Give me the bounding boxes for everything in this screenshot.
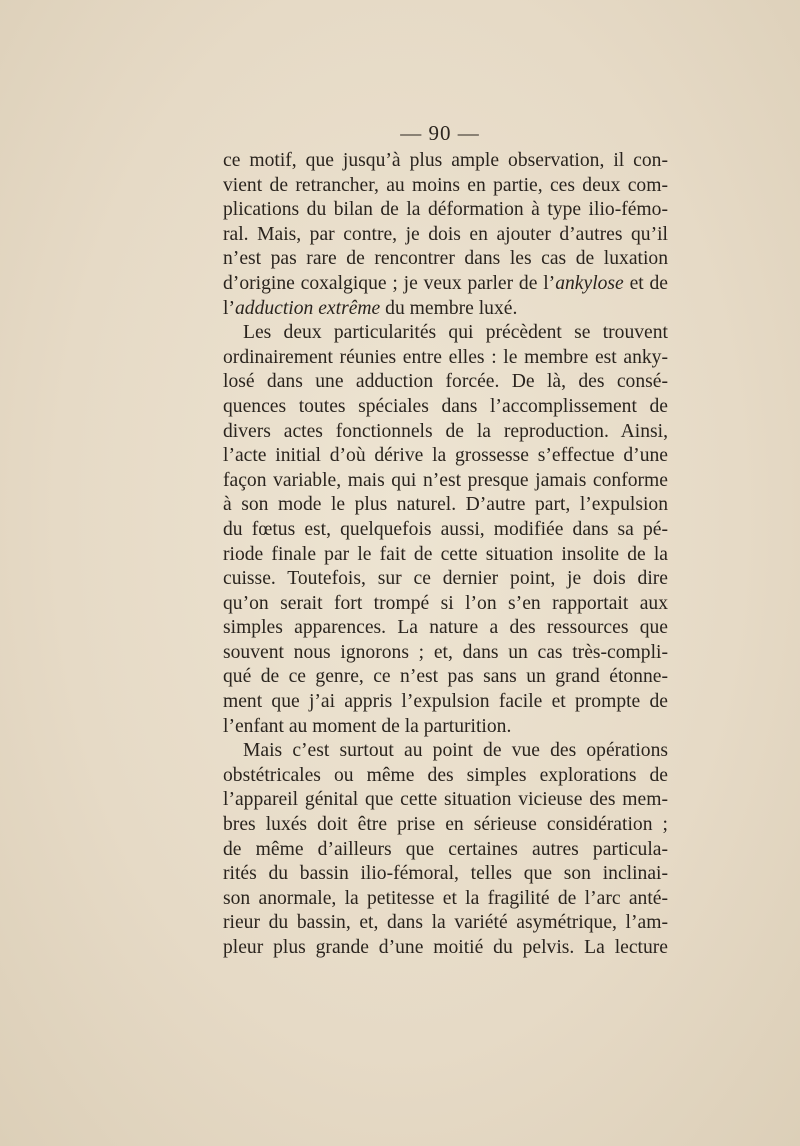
- text-line: ordinairement réunies entre elles : le membre est anky-: [223, 346, 668, 368]
- text-line: qu’on serait fort trompé si l’on s’en rapportait aux: [223, 592, 668, 614]
- text-segment: l’: [543, 272, 556, 294]
- text-line-with-italic: [223, 272, 668, 297]
- text-line: de même d’ailleurs que certaines autres particula-: [223, 838, 668, 860]
- text-line: pleur plus grande d’une moitié du pelvis. La lecture: [223, 937, 668, 958]
- text-line: rieur du bassin, et, dans la variété asymétrique, l’am-: [223, 912, 668, 934]
- text-line: à son mode le plus naturel. D’autre part, l’expulsion: [223, 494, 668, 516]
- text-line: Mais c’est surtout au point de vue des opérations: [243, 740, 668, 762]
- text-line: ral. Mais, par contre, je dois en ajouter d’autres qu’il: [223, 223, 668, 245]
- italic-term: adduction extrême: [234, 297, 381, 319]
- text-line: souvent nous ignorons ; et, dans un cas très-compli-: [223, 641, 668, 663]
- text-line: quences toutes spéciales dans l’accomplissement de: [223, 395, 668, 417]
- text-line: ce motif, que jusqu’à plus ample observation, il con-: [223, 150, 668, 171]
- text-line: plications du bilan de la déformation à type ilio-fémo-: [223, 199, 668, 221]
- text-line: son anormale, la petitesse et la fragilité de l’arc anté-: [223, 887, 668, 909]
- text-line: n’est pas rare de rencontrer dans les cas de luxation: [223, 248, 668, 270]
- text-line: riode finale par le fait de cette situation insolite de la: [223, 543, 668, 565]
- text-line: divers actes fonctionnels de la reproduction. Ainsi,: [223, 420, 668, 442]
- text-line: du fœtus est, quelquefois aussi, modifiée dans sa pé-: [223, 518, 668, 540]
- text-line: rités du bassin ilio-fémoral, telles que son inclinai-: [223, 863, 668, 885]
- italic-term: ankylose: [555, 272, 624, 294]
- text-line: façon variable, mais qui n’est presque jamais conforme: [223, 469, 668, 491]
- body-text: [223, 149, 668, 961]
- text-line: vient de retrancher, au moins en partie, ces deux com-: [223, 174, 668, 196]
- text-line: l’enfant au moment de la parturition.: [223, 715, 512, 737]
- text-segment: l’: [223, 297, 235, 319]
- text-line: l’appareil génital que cette situation vicieuse des mem-: [223, 789, 668, 811]
- text-segment: du membre luxé.: [380, 297, 518, 319]
- text-line: simples apparences. La nature a des ressources que: [223, 617, 668, 639]
- text-segment: et de: [623, 272, 668, 294]
- text-line: ment que j’ai appris l’expulsion facile et prompte de: [223, 691, 668, 713]
- text-line: cuisse. Toutefois, sur ce dernier point, je dois dire: [223, 568, 668, 590]
- text-line: losé dans une adduction forcée. De là, des consé-: [223, 371, 668, 393]
- text-line: qué de ce genre, ce n’est pas sans un grand étonne-: [223, 666, 668, 688]
- text-line: obstétricales ou même des simples explorations de: [223, 764, 668, 786]
- text-line: bres luxés doit être prise en sérieuse considération ;: [223, 814, 668, 836]
- page-number: — 90 —: [400, 121, 480, 145]
- text-line: l’acte initial d’où dérive la grossesse s’effectue d’une: [223, 445, 668, 467]
- text-segment: d’origine coxalgique ; je veux parler de: [223, 272, 544, 294]
- text-line: Les deux particularités qui précèdent se trouvent: [243, 322, 668, 344]
- text-line-with-italic: [223, 297, 668, 322]
